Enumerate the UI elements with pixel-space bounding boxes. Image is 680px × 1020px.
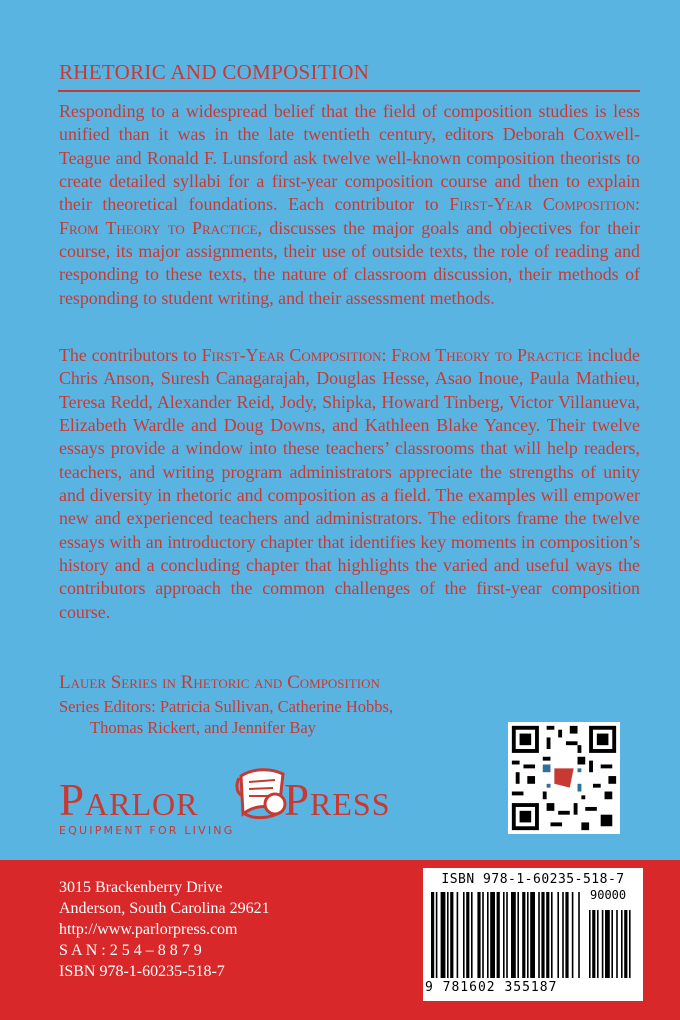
logo-tagline: EQUIPMENT FOR LIVING [59, 824, 235, 837]
barcode-bar [511, 892, 516, 978]
barcode-bar [572, 892, 574, 978]
logo-word-press: Press [284, 775, 391, 825]
barcode-bar [506, 892, 508, 978]
barcode-addon: 90000 [590, 888, 627, 902]
publisher-isbn: ISBN 978-1-60235-518-7 [59, 963, 225, 980]
series-editors-line-1: Series Editors: Patricia Sullivan, Catherine Hobbs, [59, 697, 394, 716]
series-editors-line-2: Thomas Rickert, and Jennifer Bay [90, 718, 316, 737]
barcode-bar [447, 892, 449, 978]
p2-text-a: The contributors to [59, 345, 202, 365]
barcode-bar [517, 892, 519, 978]
qr-code [508, 722, 620, 834]
barcode-digits: 9 781602 355187 [425, 980, 558, 995]
barcode-bar [527, 892, 529, 978]
barcode-bar [557, 892, 559, 978]
publisher-address [59, 877, 270, 982]
series-title: Lauer Series in Rhetoric and Composition [59, 672, 380, 693]
description-paragraph-1 [59, 100, 640, 310]
barcode-addon-bar [589, 910, 591, 978]
p2-text-b: include Chris Anson, Suresh Canagarajah, Douglas Hesse, Asao Inoue, Paula Mathieu, Teresa Redd, Alexander Reid, Jody, Shipka, Howard Tinberg, Victor Villanueva, Elizabeth Wardle and Doug Downs, and Kathleen Blake Yancey. Their twelve essays provide a window into these teachers’ classrooms that will help readers, teachers, and writing program administrators appreciate the strengths of unity and diversity in rhetoric and composition as a field. The examples will empower new and experienced teachers and administrators. The editors frame the twelve essays with an introductory chapter that identifies key moments in composition’s history and a concluding chapter that highlights the varied and useful ways the contributors approach the common challenges of the first-year composition course. [59, 345, 641, 622]
barcode-bar [477, 892, 480, 978]
barcode-bar [487, 892, 489, 978]
barcode-bar [562, 892, 564, 978]
isbn-barcode [423, 868, 643, 1001]
p1-text-b: , discusses the major goals and objectives for their course, its major assignments, their use of outside texts, the role of reading and responding to these texts, the nature of classroom discussion, their methods of responding to student writing, and their assessment methods. [59, 217, 640, 308]
barcode-bar [497, 892, 500, 978]
description-paragraph-2 [59, 344, 640, 624]
barcode-bars [429, 888, 637, 984]
barcode-bar [457, 892, 459, 978]
address-line-1: 3015 Brackenberry Drive [59, 879, 223, 896]
scroll-book-icon [231, 764, 291, 822]
barcode-addon-bar [602, 910, 604, 978]
publisher-website: http://www.parlorpress.com [59, 921, 238, 938]
barcode-bar [530, 892, 535, 978]
barcode-addon-bar [605, 910, 610, 978]
publisher-san: S A N : 2 5 4 – 8 8 7 9 [59, 942, 202, 959]
barcode-addon-bar [611, 910, 613, 978]
barcode-addon-bar [592, 910, 595, 978]
barcode-bar [436, 892, 438, 978]
barcode-addon-bar [629, 910, 631, 978]
book-title-ref-1: First-Year Composition: From Theory to Practice [59, 194, 641, 238]
barcode-bar [546, 892, 549, 978]
barcode-bar [522, 892, 525, 978]
logo-word-parlor: Parlor [59, 775, 199, 825]
barcode-bar [538, 892, 540, 978]
series-editors [59, 696, 393, 738]
barcode-addon-bar [616, 910, 618, 978]
barcode-bar [471, 892, 473, 978]
barcode-addon-bar [621, 910, 623, 978]
barcode-bar [431, 892, 434, 978]
category-heading: RHETORIC AND COMPOSITION [59, 60, 370, 84]
barcode-isbn-label: ISBN 978-1-60235-518-7 [441, 872, 625, 887]
barcode-bar [565, 892, 568, 978]
barcode-bar [450, 892, 453, 978]
book-title-ref-2: First-Year Composition: From Theory to Practice [201, 345, 583, 365]
barcode-bar [482, 892, 484, 978]
heading-rule [58, 90, 640, 92]
barcode-addon-bar [624, 910, 627, 978]
barcode-addon-bar [597, 910, 599, 978]
p1-text-a: Responding to a widespread belief that the field of composition studies is less unified than it was in the late twentieth century, editors Deborah Coxwell-Teague and Ronald F. Lunsford ask twelve well-known composition theorists to create detailed syllabi for a first-year composition course and then to explain their theoretical foundations. Each contributor to [59, 101, 640, 215]
address-line-2: Anderson, South Carolina 29621 [59, 900, 270, 917]
barcode-bar [466, 892, 469, 978]
barcode-bar [578, 892, 580, 978]
barcode-bar [551, 892, 553, 978]
barcode-bar [541, 892, 544, 978]
barcode-bar [503, 892, 505, 978]
publisher-logo [59, 760, 419, 840]
barcode-bar [490, 892, 495, 978]
barcode-bar [441, 892, 446, 978]
barcode-bar [463, 892, 465, 978]
